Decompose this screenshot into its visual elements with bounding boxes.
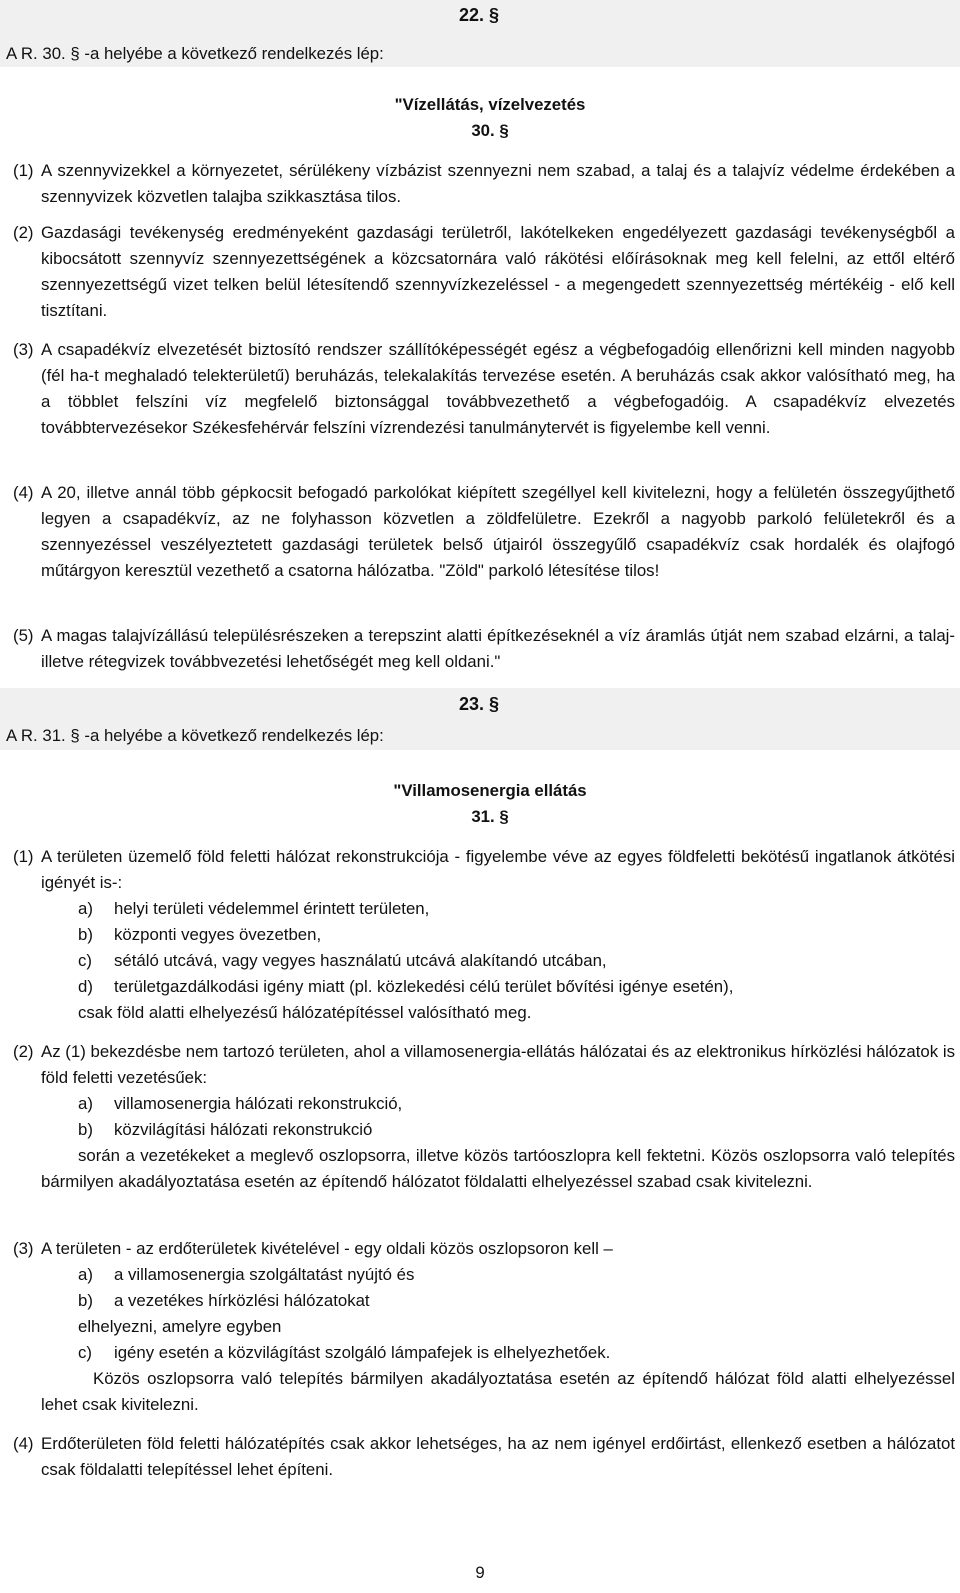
section-number-23: 23. § bbox=[459, 694, 500, 714]
paragraph-31-2 bbox=[13, 1039, 955, 1091]
paragraph-text: A szennyvizekkel a környezetet, sérülékeny vízbázist szennyezni nem szabad, a talaj és a talajvíz védelme érdekében a szennyvizek közvetlen talajba szikkasztása tilos. bbox=[41, 161, 955, 206]
page-number: 9 bbox=[475, 1563, 485, 1582]
paragraph-30-1 bbox=[13, 158, 955, 210]
amendment-intro-23: A R. 31. § -a helyébe a következő rendelkezés lép: bbox=[6, 726, 384, 745]
item-text: igény esetén a közvilágítást szolgáló lámpafejek is elhelyezhetőek. bbox=[114, 1343, 611, 1362]
paragraph-label: (4) bbox=[13, 483, 34, 502]
item-text: területgazdálkodási igény miatt (pl. közlekedési célú terület bővítési igénye esetén), bbox=[114, 977, 734, 996]
item-letter: c) bbox=[78, 1343, 92, 1362]
paragraph-label: (4) bbox=[13, 1434, 34, 1453]
amendment-band-23 bbox=[0, 688, 960, 750]
item-letter: b) bbox=[78, 925, 93, 944]
item-letter: a) bbox=[78, 1094, 93, 1113]
chapter-title-villamosenergia: "Villamosenergia ellátás bbox=[393, 781, 587, 800]
paragraph-text: A 20, illetve annál több gépkocsit befogadó parkolókat kiépített szegéllyel kell kivitelezni, hogy a felületén összegyűjthető legyen a csapadékvíz, az ne folyhasson közvetlen a zöldfelületre. Ezekről a nagyobb parkoló felületekről és a szennyezéssel veszélyeztetett gazdasági területek belső útjairól összegyűlő csapadékvíz csak hordalék és olajfogó műtárgyon keresztül vezethető a csatorna hálózatba. "Zöld" parkoló létesítése tilos! bbox=[41, 483, 955, 580]
paragraph-tail: csak föld alatti elhelyezésű hálózatépítéssel valósítható meg. bbox=[78, 1003, 532, 1022]
paragraph-tail bbox=[41, 1143, 955, 1195]
item-letter: b) bbox=[78, 1291, 93, 1310]
paragraph-text: Gazdasági tevékenység eredményeként gazdasági területről, lakótelkeken engedélyezett gazdasági tevékenységből a kibocsátott szennyvíz szennyezettségének a közcsatornára való rákötési előírásoknak meg kell felelni, az ettől eltérő szennyezettségű vizet telken belül létesítendő szennyvízkezeléssel - a megengedett szennyezettség mértékéig - elő kell tisztítani. bbox=[41, 223, 955, 320]
paragraph-mid-text: elhelyezni, amelyre egyben bbox=[78, 1317, 282, 1336]
paragraph-30-3 bbox=[13, 337, 955, 441]
paragraph-31-4 bbox=[13, 1431, 955, 1483]
paragraph-30-5 bbox=[13, 623, 955, 675]
item-letter: d) bbox=[78, 977, 93, 996]
paragraph-text: A területen üzemelő föld feletti hálózat rekonstrukciója - figyelembe véve az egyes földfeletti bekötésű ingatlanok átkötési igényét is-: bbox=[41, 847, 955, 892]
item-text: a villamosenergia szolgáltatást nyújtó és bbox=[114, 1265, 415, 1284]
paragraph-text: A csapadékvíz elvezetését biztosító rendszer szállítóképességét egész a végbefogadóig ellenőrizni kell minden nagyobb (fél ha-t meghaladó telekterületű) beruházás, telekalakítás tervezése esetén. A beruházás csak akkor valósítható meg, ha a többlet felszíni víz megfelelő biztonsággal továbbvezethető a végbefogadóig. A csapadékvíz elvezetés továbbtervezésekor Székesfehérvár felszíni vízrendezési tanulmánytervét is figyelembe kell venni. bbox=[41, 340, 955, 437]
paragraph-label: (3) bbox=[13, 340, 34, 359]
paragraph-text: A magas talajvízállású településrészeken a terepszint alatti építkezéseknél a víz áramlás útját nem szabad elzárni, a talaj- illetve rétegvizek továbbvezetési lehetőségét meg kell oldani." bbox=[41, 626, 955, 671]
item-text: villamosenergia hálózati rekonstrukció, bbox=[114, 1094, 403, 1113]
paragraph-text: Az (1) bekezdésbe nem tartozó területen, ahol a villamosenergia-ellátás hálózatai és az elektronikus hírközlési hálózatok is föld feletti vezetésűek: bbox=[41, 1042, 955, 1087]
paragraph-text: Erdőterületen föld feletti hálózatépítés csak akkor lehetséges, ha az nem igényel erdőirtást, ellenkező esetben a hálózatot csak földalatti telepítéssel lehet építeni. bbox=[41, 1434, 955, 1479]
paragraph-label: (3) bbox=[13, 1239, 34, 1258]
item-letter: b) bbox=[78, 1120, 93, 1139]
amendment-band-22 bbox=[0, 0, 960, 67]
amendment-intro-22: A R. 30. § -a helyébe a következő rendelkezés lép: bbox=[6, 44, 384, 63]
item-text: sétáló utcává, vagy vegyes használatú utcává alakítandó utcában, bbox=[114, 951, 607, 970]
paragraph-label: (5) bbox=[13, 626, 34, 645]
paragraph-30-4 bbox=[13, 480, 955, 584]
article-number-30: 30. § bbox=[471, 121, 509, 140]
paragraph-text: Közös oszlopsorra való telepítés bármilyen akadályoztatása esetén az építendő hálózat föld alatti elhelyezéssel lehet csak kivitelezni. bbox=[41, 1369, 955, 1414]
article-number-31: 31. § bbox=[471, 807, 509, 826]
paragraph-31-3 bbox=[13, 1236, 955, 1262]
paragraph-label: (1) bbox=[13, 847, 34, 866]
paragraph-label: (1) bbox=[13, 161, 34, 180]
item-letter: a) bbox=[78, 1265, 93, 1284]
paragraph-30-2 bbox=[13, 220, 955, 324]
item-text: közvilágítási hálózati rekonstrukció bbox=[114, 1120, 373, 1139]
item-text: a vezetékes hírközlési hálózatokat bbox=[114, 1291, 370, 1310]
paragraph-tail bbox=[41, 1366, 955, 1418]
section-number-22: 22. § bbox=[459, 5, 500, 25]
paragraph-31-1 bbox=[13, 844, 955, 896]
paragraph-text: során a vezetékeket a meglevő oszlopsorra, illetve közös tartóoszlopra kell fektetni. Közös oszlopsorra való telepítés bármilyen akadályoztatása esetén az építendő hálózatot földalatti elhelyezéssel szabad csak kivitelezni. bbox=[41, 1146, 955, 1191]
item-text: központi vegyes övezetben, bbox=[114, 925, 322, 944]
paragraph-label: (2) bbox=[13, 1042, 34, 1061]
item-text: helyi területi védelemmel érintett területen, bbox=[114, 899, 430, 918]
item-letter: c) bbox=[78, 951, 92, 970]
item-letter: a) bbox=[78, 899, 93, 918]
chapter-title-vizellatas: "Vízellátás, vízelvezetés bbox=[394, 95, 586, 114]
paragraph-label: (2) bbox=[13, 223, 34, 242]
paragraph-text: A területen - az erdőterületek kivételével - egy oldali közös oszlopsoron kell – bbox=[41, 1239, 613, 1258]
